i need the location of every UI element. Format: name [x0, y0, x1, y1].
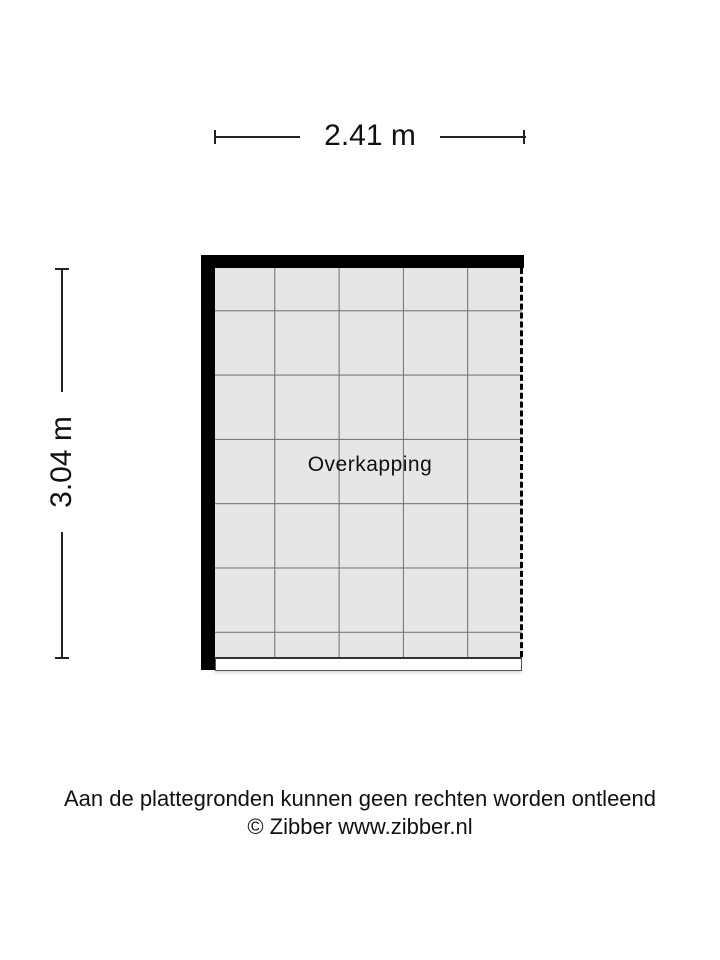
- footer-disclaimer: Aan de plattegronden kunnen geen rechten worden ontleend: [63, 786, 657, 811]
- width-dimension-label: 2.41 m: [300, 114, 440, 158]
- height-dimension-end-tick: [55, 657, 69, 659]
- footer-copyright: © Zibber www.zibber.nl: [247, 814, 473, 839]
- open-side-dashed-line: [520, 268, 523, 657]
- room-label: Overkapping: [307, 453, 433, 476]
- wall-top: [201, 255, 524, 268]
- width-dimension-end-tick: [523, 130, 525, 144]
- wall-bottom-edge: [215, 657, 522, 671]
- height-dimension-label: 3.04 m: [40, 392, 84, 532]
- wall-left: [201, 255, 215, 670]
